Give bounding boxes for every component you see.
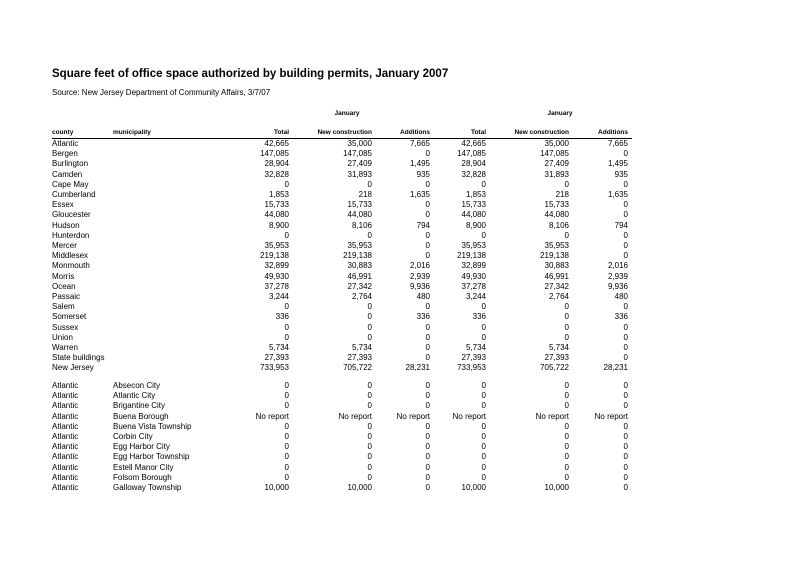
new-construction-ytd-cell: 35,953 [544,241,569,250]
new-construction-jan-cell: 0 [367,302,372,312]
new-construction-ytd-cell: 10,000 [544,483,569,492]
county-cell: Camden [52,169,83,179]
total-ytd-cell: 32,828 [461,169,486,179]
group-label-january-1: January [334,110,360,117]
total-ytd-cell: 0 [481,442,486,452]
county-cell: Somerset [52,312,87,322]
new-construction-jan-cell: 0 [367,472,372,482]
county-cell: Cumberland [52,190,96,199]
table-row [0,302,800,312]
additions-ytd-cell: 0 [623,332,628,342]
total-jan-cell: 0 [284,452,289,462]
new-construction-jan-cell: 0 [367,421,372,431]
additions-jan-cell: 0 [425,432,430,441]
total-jan-cell: 1,853 [268,190,289,199]
total-jan-cell: 28,904 [264,159,289,169]
total-jan-cell: 0 [284,421,289,431]
total-jan-cell: 27,393 [264,353,289,363]
additions-jan-cell: 7,665 [409,139,430,148]
total-jan-cell: 8,900 [268,220,289,230]
additions-ytd-cell: 7,665 [607,139,628,148]
additions-jan-cell: 794 [416,220,430,230]
new-construction-jan-cell: 0 [367,401,372,411]
additions-jan-cell: 0 [425,442,430,452]
additions-ytd-cell: 0 [623,442,628,452]
county-cell: Warren [52,343,78,352]
total-jan-cell: 0 [284,179,289,189]
total-jan-cell: 37,278 [264,281,289,291]
header-additions-1: Additions [400,129,430,136]
table-row [0,463,800,473]
source-note: Source: New Jersey Department of Community Affairs, 3/7/07 [52,88,271,97]
new-construction-ytd-cell: 0 [564,452,569,462]
table-row [0,401,800,411]
county-cell: Morris [52,271,75,281]
county-cell: New Jersey [52,363,94,373]
new-construction-jan-cell: 30,883 [347,261,372,271]
municipality-cell: Absecon City [113,381,161,390]
new-construction-ytd-cell: 0 [564,302,569,312]
additions-ytd-cell: 0 [623,381,628,390]
table-row [0,343,800,353]
new-construction-ytd-cell: 0 [564,322,569,332]
new-construction-ytd-cell: 0 [564,230,569,240]
new-construction-jan-cell: 0 [367,322,372,332]
new-construction-jan-cell: 31,893 [347,169,372,179]
new-construction-jan-cell: 5,734 [351,343,372,352]
new-construction-jan-cell: 15,733 [347,200,372,210]
new-construction-ytd-cell: 0 [564,442,569,452]
header-total-1: Total [273,129,289,136]
table-row [0,180,800,190]
new-construction-ytd-cell: 218 [555,190,569,199]
additions-ytd-cell: 0 [623,462,628,472]
county-cell: Atlantic [52,411,79,421]
table-row [0,210,800,220]
additions-ytd-cell: 0 [623,343,628,352]
total-jan-cell: 0 [284,302,289,312]
new-construction-ytd-cell: 15,733 [544,200,569,210]
county-cell: Middlesex [52,251,89,261]
table-row [0,282,800,292]
additions-jan-cell: 0 [425,149,430,159]
total-ytd-cell: 49,930 [461,271,486,281]
additions-ytd-cell: 0 [623,210,628,220]
total-ytd-cell: 0 [481,179,486,189]
total-ytd-cell: 35,953 [461,241,486,250]
total-jan-cell: 0 [284,332,289,342]
table-row [0,251,800,261]
county-cell: Hunterdon [52,230,90,240]
total-ytd-cell: 15,733 [461,200,486,210]
additions-jan-cell: 0 [425,462,430,472]
additions-ytd-cell: 2,939 [607,271,628,281]
total-jan-cell: 32,899 [264,261,289,271]
new-construction-jan-cell: 35,953 [347,241,372,250]
new-construction-jan-cell: 0 [367,432,372,441]
additions-jan-cell: 0 [425,472,430,482]
table-row [0,353,800,363]
total-ytd-cell: 44,080 [461,210,486,220]
new-construction-ytd-cell: 27,409 [544,159,569,169]
county-cell: Atlantic [52,381,79,390]
additions-jan-cell: 0 [425,322,430,332]
new-construction-ytd-cell: 0 [564,179,569,189]
total-ytd-cell: 0 [481,391,486,401]
total-jan-cell: 49,930 [264,271,289,281]
additions-jan-cell: 336 [416,312,430,322]
total-jan-cell: 0 [284,462,289,472]
total-ytd-cell: 32,899 [461,261,486,271]
total-jan-cell: 0 [284,322,289,332]
total-jan-cell: 44,080 [264,210,289,220]
additions-ytd-cell: 0 [623,432,628,441]
additions-ytd-cell: 480 [614,292,628,301]
total-jan-cell: 42,665 [264,139,289,148]
new-construction-jan-cell: 27,409 [347,159,372,169]
new-construction-ytd-cell: 0 [564,421,569,431]
new-construction-ytd-cell: 147,085 [540,149,569,159]
new-construction-jan-cell: 0 [367,442,372,452]
new-construction-ytd-cell: 27,342 [544,281,569,291]
total-ytd-cell: 8,900 [465,220,486,230]
additions-jan-cell: 9,936 [409,281,430,291]
additions-ytd-cell: 0 [623,452,628,462]
total-ytd-cell: 1,853 [465,190,486,199]
new-construction-ytd-cell: 0 [564,472,569,482]
table-row [0,442,800,452]
municipality-cell: Estell Manor City [113,462,174,472]
total-ytd-cell: 0 [481,332,486,342]
table-row [0,333,800,343]
new-construction-ytd-cell: No report [535,411,569,421]
table-row [0,231,800,241]
additions-jan-cell: 0 [425,452,430,462]
additions-jan-cell: 0 [425,332,430,342]
additions-jan-cell: 0 [425,343,430,352]
new-construction-jan-cell: No report [338,411,372,421]
table-row [0,149,800,159]
additions-jan-cell: 28,231 [405,363,430,373]
total-ytd-cell: 147,085 [457,149,486,159]
new-construction-ytd-cell: 0 [564,381,569,390]
municipality-cell: Brigantine City [113,401,166,411]
additions-jan-cell: 0 [425,483,430,492]
county-cell: Essex [52,200,74,210]
new-construction-ytd-cell: 0 [564,391,569,401]
additions-jan-cell: 0 [425,353,430,363]
total-ytd-cell: 0 [481,230,486,240]
new-construction-jan-cell: 8,106 [351,220,372,230]
new-construction-jan-cell: 2,764 [351,292,372,301]
total-ytd-cell: 28,904 [461,159,486,169]
table-row [0,241,800,251]
new-construction-ytd-cell: 30,883 [544,261,569,271]
additions-jan-cell: 0 [425,241,430,250]
county-cell: Atlantic [52,401,79,411]
additions-ytd-cell: No report [594,411,628,421]
total-ytd-cell: 5,734 [465,343,486,352]
total-jan-cell: 35,953 [264,241,289,250]
total-ytd-cell: 0 [481,322,486,332]
table-row [0,312,800,322]
county-cell: Atlantic [52,472,79,482]
additions-ytd-cell: 0 [623,401,628,411]
new-construction-jan-cell: 0 [367,230,372,240]
total-ytd-cell: 0 [481,401,486,411]
additions-jan-cell: 0 [425,302,430,312]
additions-ytd-cell: 0 [623,241,628,250]
header-municipality: municipality [113,129,151,136]
table-row [0,391,800,401]
county-cell: Atlantic [52,442,79,452]
new-construction-jan-cell: 218 [358,190,372,199]
table-row [0,483,800,493]
additions-jan-cell: 0 [425,381,430,390]
municipality-cell: Buena Borough [113,411,169,421]
table-row [0,272,800,282]
additions-jan-cell: 0 [425,401,430,411]
new-construction-ytd-cell: 705,722 [540,363,569,373]
total-jan-cell: 0 [284,230,289,240]
county-cell: Union [52,332,73,342]
table-row [0,170,800,180]
additions-jan-cell: 1,495 [409,159,430,169]
additions-jan-cell: 0 [425,179,430,189]
total-ytd-cell: 3,244 [465,292,486,301]
county-cell: Atlantic [52,462,79,472]
new-construction-jan-cell: 10,000 [347,483,372,492]
group-label-january-2: January [547,110,573,117]
table-row [0,412,800,422]
new-construction-ytd-cell: 2,764 [548,292,569,301]
new-construction-ytd-cell: 8,106 [548,220,569,230]
county-cell: Hudson [52,220,80,230]
header-additions-2: Additions [598,129,628,136]
county-cell: Gloucester [52,210,91,220]
total-ytd-cell: 27,393 [461,353,486,363]
additions-jan-cell: 0 [425,421,430,431]
table-row [0,190,800,200]
table-row [0,159,800,169]
new-construction-jan-cell: 147,085 [343,149,372,159]
table-row [0,323,800,333]
total-ytd-cell: No report [452,411,486,421]
total-jan-cell: 0 [284,401,289,411]
table-row [0,261,800,271]
municipality-cell: Galloway Township [113,483,182,492]
new-construction-ytd-cell: 27,393 [544,353,569,363]
new-construction-ytd-cell: 31,893 [544,169,569,179]
new-construction-ytd-cell: 35,000 [544,139,569,148]
county-cell: Passaic [52,292,81,301]
new-construction-ytd-cell: 5,734 [548,343,569,352]
additions-ytd-cell: 0 [623,391,628,401]
county-cell: Cape May [52,179,89,189]
table-row [0,200,800,210]
table-row [0,221,800,231]
new-construction-ytd-cell: 0 [564,401,569,411]
new-construction-jan-cell: 0 [367,391,372,401]
additions-jan-cell: 1,635 [409,190,430,199]
additions-jan-cell: 480 [416,292,430,301]
total-ytd-cell: 0 [481,452,486,462]
new-construction-jan-cell: 219,138 [343,251,372,261]
total-ytd-cell: 219,138 [457,251,486,261]
total-ytd-cell: 0 [481,472,486,482]
county-cell: Atlantic [52,139,79,148]
total-ytd-cell: 0 [481,432,486,441]
additions-ytd-cell: 0 [623,302,628,312]
new-construction-jan-cell: 0 [367,312,372,322]
total-ytd-cell: 0 [481,421,486,431]
new-construction-ytd-cell: 0 [564,312,569,322]
table-row [0,363,800,373]
total-jan-cell: 3,244 [268,292,289,301]
new-construction-jan-cell: 46,991 [347,271,372,281]
additions-ytd-cell: 1,635 [607,190,628,199]
additions-ytd-cell: 0 [623,230,628,240]
additions-ytd-cell: 2,016 [607,261,628,271]
additions-ytd-cell: 28,231 [603,363,628,373]
new-construction-ytd-cell: 219,138 [540,251,569,261]
total-jan-cell: 10,000 [264,483,289,492]
municipality-cell: Egg Harbor City [113,442,170,452]
county-cell: State buildings [52,353,105,363]
municipality-cell: Buena Vista Township [113,421,192,431]
header-new-construction-2: New construction [514,129,569,136]
total-ytd-cell: 42,665 [461,139,486,148]
additions-jan-cell: 0 [425,230,430,240]
additions-jan-cell: No report [396,411,430,421]
new-construction-jan-cell: 44,080 [347,210,372,220]
total-ytd-cell: 0 [481,302,486,312]
additions-ytd-cell: 1,495 [607,159,628,169]
additions-jan-cell: 0 [425,210,430,220]
new-construction-jan-cell: 27,342 [347,281,372,291]
page-title: Square feet of office space authorized by building permits, January 2007 [52,68,449,80]
table-row [0,139,800,149]
new-construction-jan-cell: 27,393 [347,353,372,363]
header-new-construction-1: New construction [317,129,372,136]
new-construction-ytd-cell: 44,080 [544,210,569,220]
total-ytd-cell: 0 [481,462,486,472]
total-ytd-cell: 733,953 [457,363,486,373]
county-cell: Ocean [52,281,76,291]
additions-jan-cell: 0 [425,200,430,210]
county-cell: Salem [52,302,75,312]
header-county: county [52,129,74,136]
additions-ytd-cell: 0 [623,483,628,492]
new-construction-ytd-cell: 46,991 [544,271,569,281]
county-cell: Atlantic [52,391,79,401]
additions-ytd-cell: 9,936 [607,281,628,291]
additions-ytd-cell: 794 [614,220,628,230]
additions-jan-cell: 935 [416,169,430,179]
new-construction-jan-cell: 35,000 [347,139,372,148]
total-ytd-cell: 0 [481,381,486,390]
additions-jan-cell: 0 [425,391,430,401]
municipality-cell: Folsom Borough [113,472,172,482]
new-construction-jan-cell: 0 [367,452,372,462]
county-cell: Sussex [52,322,79,332]
total-ytd-cell: 10,000 [461,483,486,492]
table-row [0,432,800,442]
new-construction-jan-cell: 0 [367,462,372,472]
total-jan-cell: 336 [275,312,289,322]
total-jan-cell: No report [255,411,289,421]
additions-jan-cell: 0 [425,251,430,261]
total-ytd-cell: 336 [472,312,486,322]
additions-ytd-cell: 0 [623,149,628,159]
county-cell: Bergen [52,149,78,159]
total-ytd-cell: 37,278 [461,281,486,291]
additions-ytd-cell: 0 [623,322,628,332]
new-construction-jan-cell: 0 [367,381,372,390]
new-construction-jan-cell: 0 [367,332,372,342]
total-jan-cell: 0 [284,472,289,482]
county-cell: Atlantic [52,432,79,441]
new-construction-ytd-cell: 0 [564,432,569,441]
additions-jan-cell: 2,939 [409,271,430,281]
county-cell: Atlantic [52,483,79,492]
total-jan-cell: 15,733 [264,200,289,210]
municipality-cell: Egg Harbor Township [113,452,190,462]
table-row [0,452,800,462]
county-cell: Mercer [52,241,77,250]
table-row [0,422,800,432]
additions-ytd-cell: 0 [623,472,628,482]
header-total-2: Total [470,129,486,136]
total-jan-cell: 0 [284,391,289,401]
additions-ytd-cell: 0 [623,353,628,363]
total-jan-cell: 219,138 [260,251,289,261]
table-row [0,473,800,483]
total-jan-cell: 32,828 [264,169,289,179]
total-jan-cell: 0 [284,381,289,390]
county-cell: Monmouth [52,261,90,271]
new-construction-jan-cell: 705,722 [343,363,372,373]
additions-ytd-cell: 0 [623,200,628,210]
new-construction-ytd-cell: 0 [564,332,569,342]
new-construction-ytd-cell: 0 [564,462,569,472]
total-jan-cell: 5,734 [268,343,289,352]
total-jan-cell: 0 [284,432,289,441]
total-jan-cell: 733,953 [260,363,289,373]
total-jan-cell: 0 [284,442,289,452]
additions-ytd-cell: 336 [614,312,628,322]
additions-jan-cell: 2,016 [409,261,430,271]
county-cell: Atlantic [52,421,79,431]
table-row [0,381,800,391]
additions-ytd-cell: 0 [623,179,628,189]
additions-ytd-cell: 935 [614,169,628,179]
additions-ytd-cell: 0 [623,251,628,261]
county-cell: Atlantic [52,452,79,462]
municipality-cell: Corbin City [113,432,153,441]
new-construction-jan-cell: 0 [367,179,372,189]
county-cell: Burlington [52,159,89,169]
additions-ytd-cell: 0 [623,421,628,431]
table-row [0,292,800,302]
municipality-cell: Atlantic City [113,391,156,401]
total-jan-cell: 147,085 [260,149,289,159]
